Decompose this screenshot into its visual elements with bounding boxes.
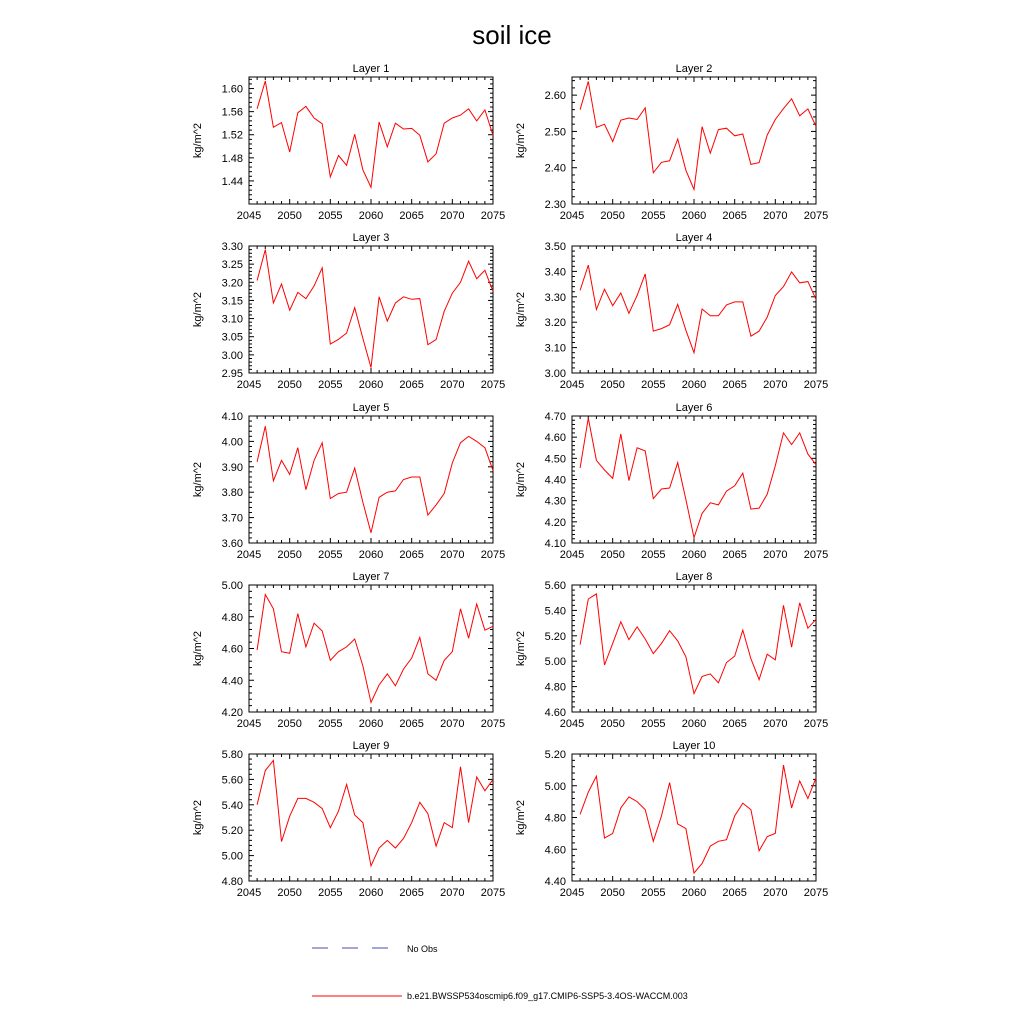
x-tick-label: 2055: [318, 887, 343, 899]
y-tick-label: 3.50: [544, 241, 566, 253]
x-tick-label: 2070: [763, 549, 788, 561]
y-tick-label: 4.30: [544, 495, 566, 508]
x-tick-label: 2065: [722, 549, 747, 561]
x-tick-label: 2050: [277, 718, 302, 730]
y-tick-label: 5.20: [221, 825, 243, 838]
y-tick-label: 3.25: [221, 259, 243, 272]
plot-frame: [572, 77, 816, 204]
panel-layer-6: [515, 402, 828, 561]
panel-title: Layer 1: [352, 63, 390, 75]
y-tick-label: 3.15: [221, 295, 243, 308]
y-tick-label: 4.10: [544, 538, 566, 550]
x-tick-label: 2065: [399, 379, 424, 391]
x-tick-label: 2045: [236, 549, 262, 561]
y-tick-label: 1.52: [221, 129, 243, 142]
x-tick-label: 2045: [559, 379, 585, 391]
y-tick-label: 2.50: [544, 126, 566, 139]
x-tick-label: 2070: [440, 887, 465, 899]
y-tick-label: 1.56: [221, 106, 243, 119]
panel-title: Layer 9: [352, 740, 390, 752]
x-tick-label: 2050: [277, 887, 302, 899]
panel-layer-1: [192, 63, 505, 222]
x-tick-label: 2045: [236, 379, 262, 391]
plot-frame: [249, 416, 493, 543]
x-tick-label: 2055: [641, 549, 666, 561]
series-line: [580, 594, 816, 694]
x-tick-label: 2055: [318, 379, 343, 391]
y-tick-label: 5.00: [221, 580, 243, 592]
y-tick-label: 3.20: [221, 277, 243, 290]
panel-title: Layer 2: [675, 63, 713, 75]
x-tick-label: 2045: [236, 718, 262, 730]
y-tick-label: 5.20: [544, 630, 566, 643]
x-tick-label: 2060: [681, 379, 707, 391]
x-tick-label: 2050: [600, 210, 625, 222]
x-tick-label: 2070: [763, 379, 788, 391]
x-tick-label: 2065: [722, 210, 747, 222]
x-tick-label: 2055: [318, 549, 343, 561]
x-tick-label: 2070: [440, 379, 465, 391]
y-tick-label: 4.80: [544, 812, 566, 825]
y-tick-label: 2.60: [544, 90, 566, 103]
y-tick-label: 4.70: [544, 411, 566, 423]
x-tick-label: 2050: [277, 379, 302, 391]
y-tick-label: 1.48: [221, 152, 243, 165]
legend-model-label: b.e21.BWSSP534oscmip6.f09_g17.CMIP6-SSP5-3.4OS-WACCM.003: [407, 991, 688, 1001]
x-tick-label: 2055: [318, 718, 343, 730]
y-tick-label: 2.40: [544, 162, 566, 175]
plot-frame: [249, 246, 493, 373]
y-axis-label: kg/m^2: [192, 799, 204, 836]
x-tick-label: 2075: [480, 887, 506, 899]
x-tick-label: 2055: [641, 887, 666, 899]
x-tick-label: 2060: [681, 887, 707, 899]
panel-layer-9: [192, 740, 505, 899]
x-tick-label: 2075: [480, 210, 506, 222]
x-tick-label: 2045: [559, 210, 585, 222]
x-tick-label: 2050: [277, 210, 302, 222]
panel-layer-5: [192, 402, 505, 561]
series-line: [580, 418, 816, 538]
y-tick-label: 4.80: [544, 681, 566, 694]
x-tick-label: 2045: [559, 718, 585, 730]
y-tick-label: 4.40: [544, 474, 566, 487]
panel-layer-7: [192, 571, 505, 730]
x-tick-label: 2045: [559, 549, 585, 561]
x-tick-label: 2075: [480, 718, 506, 730]
panel-title: Layer 3: [352, 232, 390, 244]
panel-title: Layer 6: [675, 402, 713, 414]
x-tick-label: 2050: [600, 718, 625, 730]
y-tick-label: 3.10: [544, 342, 566, 355]
y-tick-label: 4.80: [221, 876, 243, 888]
x-tick-label: 2075: [803, 379, 829, 391]
y-tick-label: 1.44: [221, 175, 243, 188]
y-tick-label: 3.00: [544, 368, 566, 380]
y-tick-label: 2.95: [221, 368, 243, 380]
x-tick-label: 2070: [440, 549, 465, 561]
x-tick-label: 2060: [681, 549, 707, 561]
series-line: [580, 265, 816, 353]
panel-title: Layer 4: [675, 232, 713, 244]
x-tick-label: 2065: [399, 210, 424, 222]
series-line: [257, 250, 493, 368]
y-tick-label: 4.60: [221, 643, 243, 656]
y-tick-label: 3.90: [221, 461, 243, 474]
panel-title: Layer 5: [352, 402, 390, 414]
y-tick-label: 3.80: [221, 487, 243, 500]
y-tick-label: 4.50: [544, 453, 566, 466]
x-tick-label: 2070: [763, 718, 788, 730]
x-tick-label: 2050: [600, 549, 625, 561]
x-tick-label: 2050: [277, 549, 302, 561]
y-tick-label: 3.40: [544, 266, 566, 279]
y-tick-label: 3.10: [221, 313, 243, 326]
x-tick-label: 2065: [399, 887, 424, 899]
y-axis-label: kg/m^2: [192, 122, 204, 159]
y-tick-label: 5.60: [544, 580, 566, 592]
x-tick-label: 2045: [236, 887, 262, 899]
y-tick-label: 3.30: [544, 291, 566, 304]
plot-frame: [572, 754, 816, 881]
x-tick-label: 2065: [399, 549, 424, 561]
y-tick-label: 5.40: [544, 605, 566, 618]
legend-obs-label: No Obs: [407, 944, 438, 954]
y-tick-label: 3.30: [221, 241, 243, 253]
y-tick-label: 3.60: [221, 538, 243, 550]
x-tick-label: 2075: [803, 887, 829, 899]
x-tick-label: 2070: [763, 887, 788, 899]
plot-frame: [572, 416, 816, 543]
x-tick-label: 2060: [681, 718, 707, 730]
y-axis-label: kg/m^2: [515, 799, 527, 836]
y-axis-label: kg/m^2: [192, 291, 204, 328]
y-tick-label: 3.20: [544, 317, 566, 330]
x-tick-label: 2070: [440, 210, 465, 222]
panel-title: Layer 10: [672, 740, 716, 752]
plot-frame: [249, 754, 493, 881]
x-tick-label: 2060: [358, 718, 384, 730]
x-tick-label: 2055: [641, 210, 666, 222]
y-tick-label: 4.60: [544, 844, 566, 857]
y-tick-label: 4.40: [544, 876, 566, 888]
plot-frame: [249, 585, 493, 712]
y-axis-label: kg/m^2: [515, 122, 527, 159]
y-tick-label: 5.00: [544, 780, 566, 793]
series-line: [580, 81, 816, 189]
y-axis-label: kg/m^2: [515, 291, 527, 328]
y-tick-label: 4.00: [221, 436, 243, 449]
x-tick-label: 2070: [763, 210, 788, 222]
panel-layer-3: [192, 232, 505, 391]
x-tick-label: 2065: [399, 718, 424, 730]
y-tick-label: 5.00: [221, 850, 243, 863]
series-line: [257, 595, 493, 703]
x-tick-label: 2065: [722, 887, 747, 899]
y-tick-label: 5.20: [544, 749, 566, 761]
y-tick-label: 4.20: [544, 516, 566, 529]
y-tick-label: 4.60: [544, 432, 566, 445]
series-line: [257, 81, 493, 187]
x-tick-label: 2075: [480, 549, 506, 561]
y-tick-label: 4.40: [221, 675, 243, 688]
x-tick-label: 2055: [641, 379, 666, 391]
series-line: [580, 765, 816, 873]
y-tick-label: 3.70: [221, 512, 243, 525]
panel-layer-4: [515, 232, 828, 391]
x-tick-label: 2045: [559, 887, 585, 899]
y-axis-label: kg/m^2: [515, 461, 527, 498]
y-tick-label: 4.20: [221, 707, 243, 719]
x-tick-label: 2060: [358, 887, 384, 899]
y-tick-label: 5.60: [221, 774, 243, 787]
x-tick-label: 2075: [803, 210, 829, 222]
y-tick-label: 5.80: [221, 749, 243, 761]
y-tick-label: 3.05: [221, 331, 243, 344]
y-axis-label: kg/m^2: [192, 461, 204, 498]
x-tick-label: 2065: [722, 379, 747, 391]
y-axis-label: kg/m^2: [192, 630, 204, 667]
y-tick-label: 1.60: [221, 83, 243, 96]
x-tick-label: 2060: [358, 379, 384, 391]
panel-layer-2: [515, 63, 828, 222]
panel-layer-8: [515, 571, 828, 730]
y-tick-label: 4.10: [221, 411, 243, 423]
x-tick-label: 2065: [722, 718, 747, 730]
x-tick-label: 2075: [480, 379, 506, 391]
series-line: [257, 760, 493, 865]
panel-grid: [192, 63, 828, 899]
x-tick-label: 2075: [803, 718, 829, 730]
x-tick-label: 2060: [358, 549, 384, 561]
x-tick-label: 2060: [358, 210, 384, 222]
y-axis-label: kg/m^2: [515, 630, 527, 667]
x-tick-label: 2070: [440, 718, 465, 730]
panel-title: Layer 7: [352, 571, 390, 583]
x-tick-label: 2045: [236, 210, 262, 222]
series-line: [257, 426, 493, 533]
x-tick-label: 2055: [641, 718, 666, 730]
panel-title: Layer 8: [675, 571, 713, 583]
y-tick-label: 4.80: [221, 611, 243, 624]
legend: [312, 944, 688, 1001]
panel-layer-10: [515, 740, 828, 899]
y-tick-label: 5.40: [221, 799, 243, 812]
x-tick-label: 2060: [681, 210, 707, 222]
y-tick-label: 5.00: [544, 656, 566, 669]
y-tick-label: 3.00: [221, 349, 243, 362]
x-tick-label: 2050: [600, 887, 625, 899]
y-tick-label: 2.30: [544, 199, 566, 211]
y-tick-label: 4.60: [544, 707, 566, 719]
x-tick-label: 2055: [318, 210, 343, 222]
figure-title: soil ice: [472, 20, 552, 50]
x-tick-label: 2050: [600, 379, 625, 391]
x-tick-label: 2075: [803, 549, 829, 561]
